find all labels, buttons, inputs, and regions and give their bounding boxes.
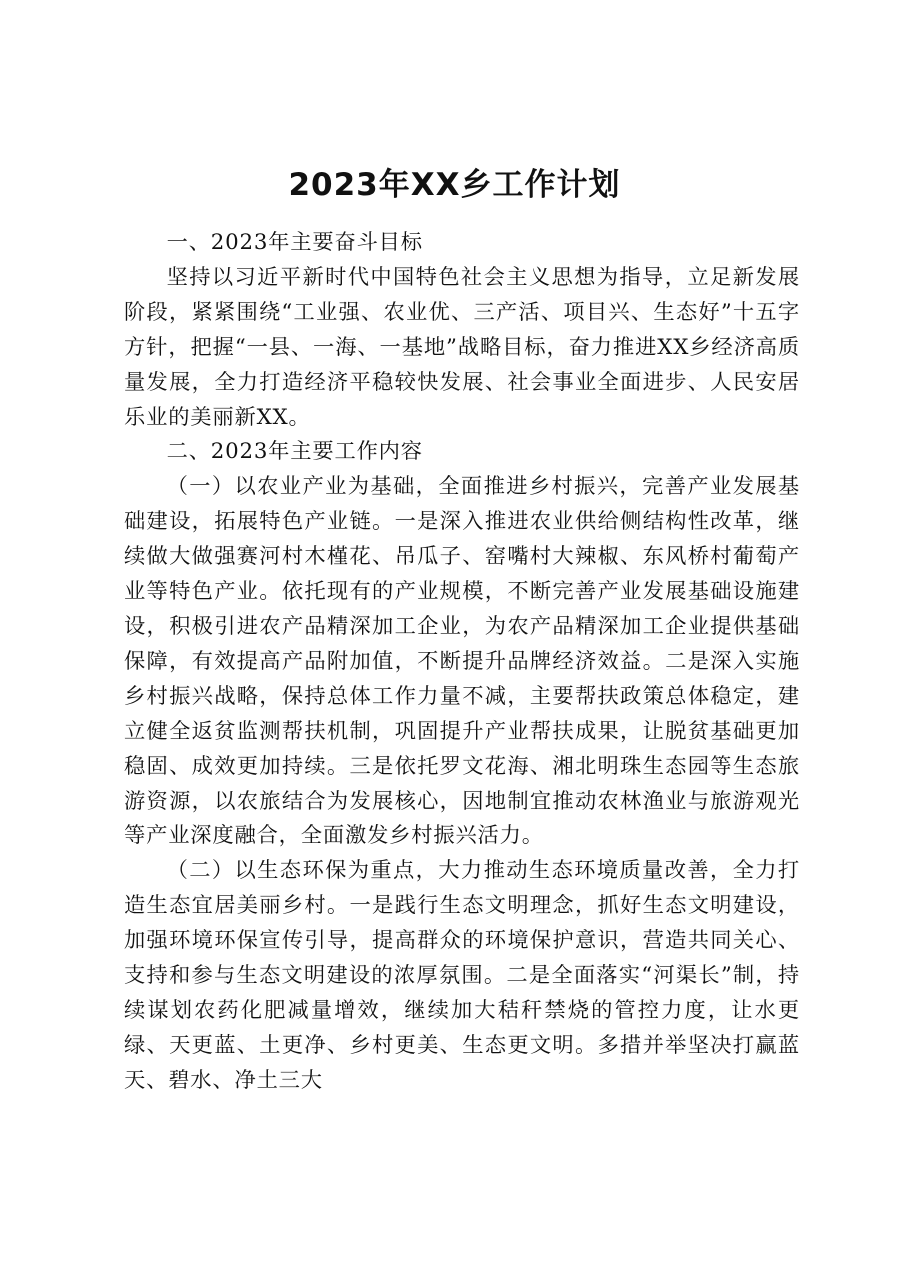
paragraph-goals: 坚持以习近平新时代中国特色社会主义思想为指导，立足新发展阶段，紧紧围绕“工业强、农业优、三产活、项目兴、生态好”十五字方针，把握“一县、一海、一基地”战略目标，奋力推进XX乡经济高质量发展，全力打造经济平稳较快发展、社会事业全面进步、人民安居乐业的美丽新XX。 bbox=[124, 264, 800, 430]
document-title: 2023年XX乡工作计划 bbox=[288, 167, 621, 203]
document-body bbox=[124, 226, 800, 1099]
section-heading-work: 二、2023年主要工作内容 bbox=[166, 439, 423, 465]
section-heading-goals: 一、2023年主要奋斗目标 bbox=[166, 230, 423, 255]
paragraph-ecology: （二）以生态环保为重点，大力推动生态环境质量改善，全力打造生态宜居美丽乡村。一是践行生态文明理念，抓好生态文明建设，加强环境环保宣传引导，提高群众的环境保护意识，营造共同关心、支持和参与生态文明建设的浓厚氛围。二是全面落实“河渠长”制，持续谋划农药化肥减量增效，继续加大秸秆禁烧的管控力度，让水更绿、天更蓝、土更净、乡村更美、生态更文明。多措并举坚决打赢蓝天、碧水、净土三大 bbox=[124, 858, 800, 1093]
paragraph-agriculture: （一）以农业产业为基础，全面推进乡村振兴，完善产业发展基础建设，拓展特色产业链。一是深入推进农业供给侧结构性改革，继续做大做强赛河村木槿花、吊瓜子、窑嘴村大辣椒、东风桥村葡萄产业等特色产业。依托现有的产业规模，不断完善产业发展基础设施建设，积极引进农产品精深加工企业，为农产品精深加工企业提供基础保障，有效提高产品附加值，不断提升品牌经济效益。二是深入实施乡村振兴战略，保持总体工作力量不减，主要帮扶政策总体稳定，建立健全返贫监测帮扶机制，巩固提升产业帮扶成果，让脱贫基础更加稳固、成效更加持续。三是依托罗文花海、湘北明珠生态园等生态旅游资源，以农旅结合为发展核心，因地制宜推动农林渔业与旅游观光等产业深度融合，全面激发乡村振兴活力。 bbox=[124, 474, 800, 849]
